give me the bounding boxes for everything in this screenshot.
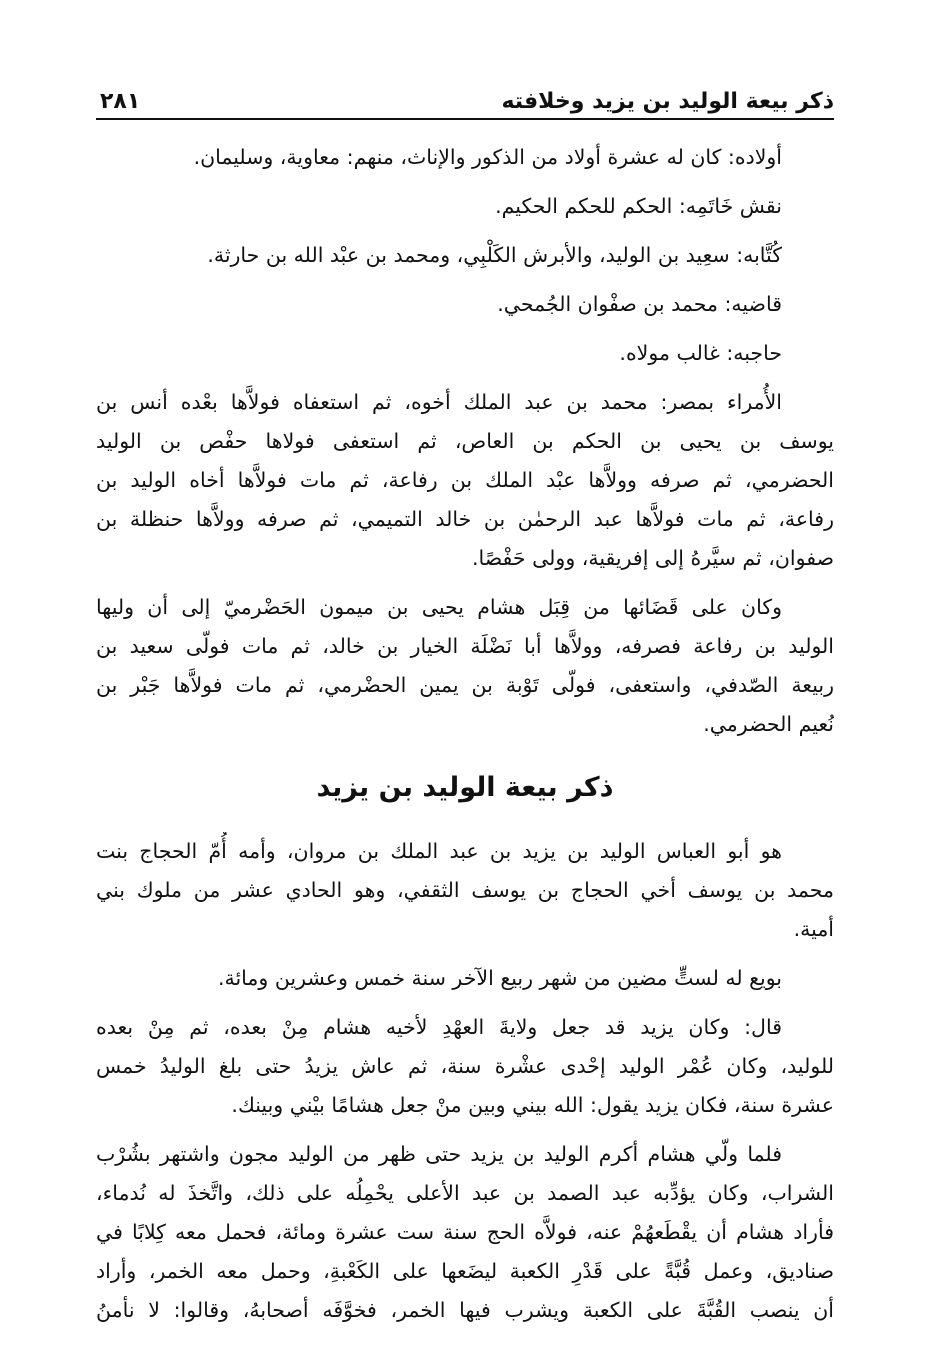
paragraph-hisham xyxy=(96,1135,834,1330)
text-line: صفوان، ثم سيَّرهُ إلى إفريقية، وولى حَفْصًا. xyxy=(471,546,834,570)
paragraph-lineage xyxy=(96,832,834,949)
paragraph-seal xyxy=(96,187,834,226)
text-line: أن ينصب القُبَّةَ على الكعبة ويشرب فيها الخمر، فخوَّفَه أصحابهُ، وقالوا: لا نأمنُ xyxy=(96,1298,834,1322)
paragraph-succession xyxy=(96,1008,834,1125)
paragraph-governors xyxy=(96,383,834,578)
text-line: فأراد هشام أن يقْطَعهُمْ عنه، فولاَّه الحج سنة ست عشرة ومائة، فحمل معه كِلابًا في xyxy=(96,1220,834,1244)
text-line: يوسف بن يحيى بن الحكم بن العاص، ثم استعفى فولاها حفْص بن الوليد xyxy=(96,429,834,453)
page-number: ٢٨١ xyxy=(100,89,141,114)
book-page xyxy=(96,70,834,1330)
text-line: رفاعة، ثم مات فولاَّها عبد الرحمٰن بن خالد التميمي، ثم صرفه وولاَّها حنظلة بن xyxy=(96,507,834,531)
text-line: وكان على قَضَائها من قِبَل هشام يحيى بن ميمون الحَضْرميّ إلى أن وليها xyxy=(96,595,782,619)
text-line: نقش خَاتَمِه: الحكم للحكم الحكيم. xyxy=(495,194,782,218)
text-line: الحضرمي، ثم صرفه وولاَّها عبْد الملك بن رفاعة، ثم مات فولاَّها أخاه الوليد بن xyxy=(96,468,834,492)
text-line: صناديق، وعمل قُبَّةً على قَدْرِ الكعبة ليضَعها على الكَعْبةِ، وحمل معه الخمر، وأراد xyxy=(96,1259,834,1283)
text-line: للوليد، وكان عُمْر الوليد إحْدى عشْرة سنة، ثم عاش يزيدُ حتى بلغ الوليدُ خمس xyxy=(96,1054,834,1078)
paragraph-chamberlain xyxy=(96,334,834,373)
text-line: قاضيه: محمد بن صفْوان الجُمحي. xyxy=(497,292,782,316)
paragraph-judge xyxy=(96,285,834,324)
text-line: كُتَّابه: سعِيد بن الوليد، والأبرش الكَلْبِي، ومحمد بن عبْد الله بن حارثة. xyxy=(207,243,782,267)
text-line: الشراب، وكان يؤدِّبه عبد الصمد بن عبد الأعلى يحْمِلُه على ذلك، واتَّخذَ له نُدماء، xyxy=(96,1181,834,1205)
text-line: الأُمراء بمصر: محمد بن عبد الملك أخوه، ثم استعفاه فولاَّها بعْده أنس بن xyxy=(96,390,782,414)
paragraph-scribes xyxy=(96,236,834,275)
text-line: فلما ولّي هشام أكرم الوليد بن يزيد حتى ظهر من الوليد مجون واشتهر بشُرْب xyxy=(96,1142,782,1166)
text-line: ربيعة الصّدفي، واستعفى، فولّى تَوْبة بن يمين الحضْرمي، ثم مات فولاَّها جَبْر بن xyxy=(96,673,834,697)
text-line: هو أبو العباس الوليد بن يزيد بن عبد الملك بن مروان، وأمه أُمّ الحجاج بنت xyxy=(96,839,782,863)
running-title: ذكر بيعة الوليد بن يزيد وخلافته xyxy=(501,89,834,114)
text-line: أولاده: كان له عشرة أولاد من الذكور والإناث، منهم: معاوية، وسليمان. xyxy=(193,145,782,169)
running-head xyxy=(96,70,834,120)
paragraph-children xyxy=(96,138,834,177)
page-content xyxy=(96,138,834,1330)
text-line: أمية. xyxy=(793,917,834,941)
text-line: عشرة سنة، فكان يزيد يقول: الله بيني وبين منْ جعل هشامًا بيْني وبينك. xyxy=(231,1093,834,1117)
section-heading: ذكر بيعة الوليد بن يزيد xyxy=(316,772,614,803)
paragraph-oath xyxy=(96,959,834,998)
text-line: نُعيم الحضرمي. xyxy=(703,712,834,736)
paragraph-judiciary xyxy=(96,588,834,744)
text-line: الوليد بن رفاعة فصرفه، وولاَّها أبا نَضْلَة الخيار بن خالد، ثم مات فولّى سعيد بن xyxy=(96,634,834,658)
text-line: محمد بن يوسف أخي الحجاج بن يوسف الثقفي، وهو الحادي عشر من ملوك بني xyxy=(96,878,834,902)
text-line: بويع له لستٍّ مضين من شهر ربيع الآخر سنة خمس وعشرين ومائة. xyxy=(217,966,782,990)
text-line: قال: وكان يزيد قد جعل ولايةَ العهْدِ لأخيه هشام مِنْ بعده، ثم مِنْ بعده xyxy=(96,1015,782,1039)
text-line: حاجبه: غالب مولاه. xyxy=(619,341,782,365)
